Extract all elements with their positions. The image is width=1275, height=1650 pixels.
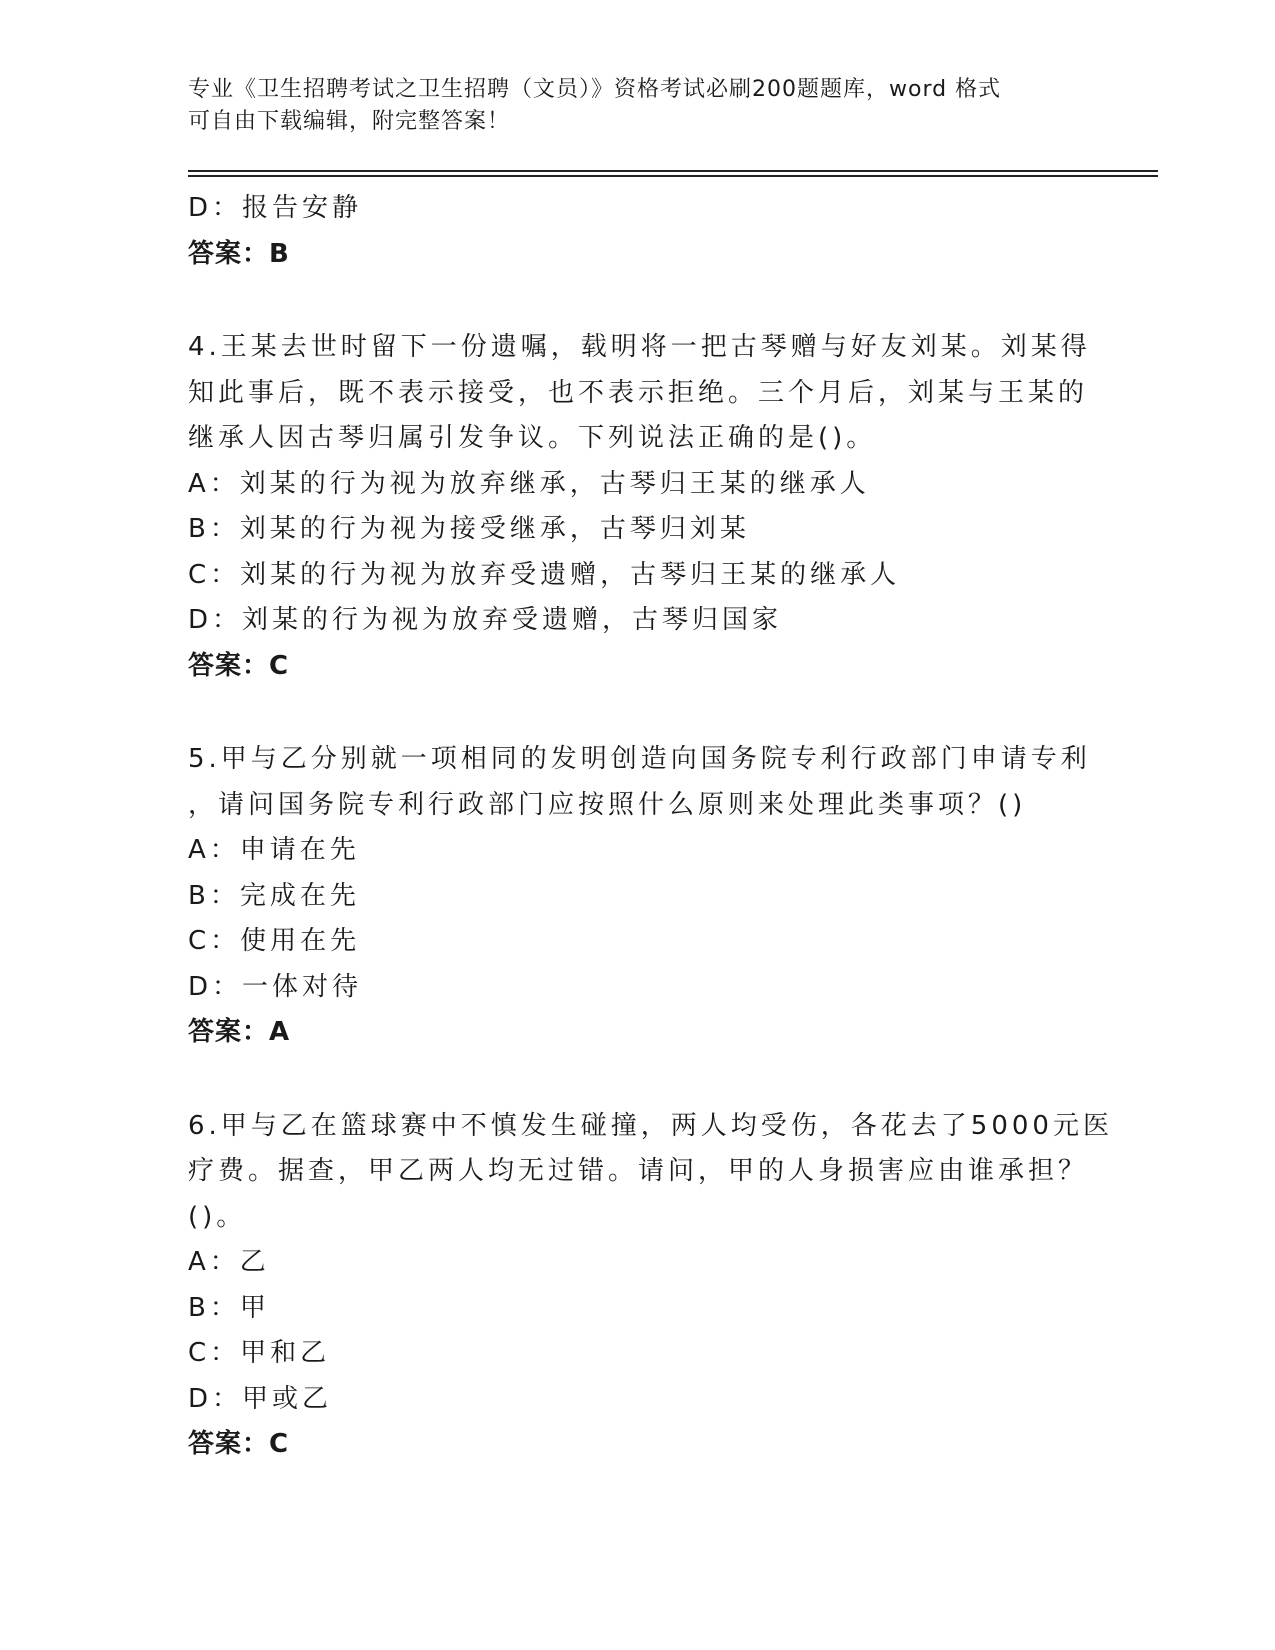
q6-answer: 答案：C: [188, 1429, 290, 1459]
question-list: [188, 186, 1113, 1468]
q4-option-d: D：刘某的行为视为放弃受遗赠，古琴归国家: [188, 605, 783, 635]
q6-option-b: B：甲: [188, 1292, 270, 1323]
header-divider-bottom: [188, 175, 1158, 177]
q6-stem-line-3: ()。: [188, 1201, 247, 1232]
q4-stem-line-3: 继承人因古琴归属引发争议。下列说法正确的是()。: [188, 423, 877, 453]
q5-option-d: D：一体对待: [188, 971, 363, 1002]
q6-option-c: C：甲和乙: [188, 1338, 331, 1368]
header-divider-top: [188, 170, 1158, 172]
q4-stem-line-2: 知此事后，既不表示接受，也不表示拒绝。三个月后，刘某与王某的: [188, 377, 1089, 408]
q6-option-d: D：甲或乙: [188, 1383, 333, 1414]
q4-option-b: B：刘某的行为视为接受继承，古琴归刘某: [188, 514, 750, 544]
q4-answer: 答案：C: [188, 650, 290, 681]
header-title-line-2: 可自由下载编辑，附完整答案！: [188, 109, 511, 134]
spacer: [188, 1056, 1088, 1104]
question-5: [188, 737, 1091, 1056]
document-header: [188, 74, 1088, 138]
q4-option-c: C：刘某的行为视为放弃受遗赠，古琴归王某的继承人: [188, 559, 901, 590]
q6-stem-line-2: 疗费。据查，甲乙两人均无过错。请问，甲的人身损害应由谁承担？: [188, 1156, 1089, 1186]
q6-option-a: A：乙: [188, 1247, 270, 1277]
q5-option-b: B：完成在先: [188, 880, 360, 911]
q6-stem-line-1: 6.甲与乙在篮球赛中不慎发生碰撞，两人均受伤，各花去了5000元医: [188, 1110, 1113, 1141]
spacer: [188, 277, 1088, 325]
q5-option-a: A：申请在先: [188, 835, 360, 865]
q4-stem-line-1: 4.王某去世时留下一份遗嘱，载明将一把古琴赠与好友刘某。刘某得: [188, 332, 1091, 362]
spacer: [188, 689, 1088, 737]
question-4: [188, 325, 1091, 689]
q5-answer: 答案：A: [188, 1017, 291, 1047]
question-6: [188, 1104, 1113, 1468]
header-title-line-1: 专业《卫生招聘考试之卫生招聘（文员）》资格考试必刷200题题库，word 格式: [188, 77, 1002, 102]
q5-stem-line-1: 5.甲与乙分别就一项相同的发明创造向国务院专利行政部门申请专利: [188, 744, 1091, 774]
q3-answer: 答案：B: [188, 238, 290, 269]
q5-option-c: C：使用在先: [188, 926, 361, 956]
q3-option-d: D：报告安静: [188, 193, 363, 223]
q5-stem-line-2: ，请问国务院专利行政部门应按照什么原则来处理此类事项？(): [188, 789, 1027, 820]
question-3-tail: [188, 186, 1088, 277]
q4-option-a: A：刘某的行为视为放弃继承，古琴归王某的继承人: [188, 468, 870, 499]
